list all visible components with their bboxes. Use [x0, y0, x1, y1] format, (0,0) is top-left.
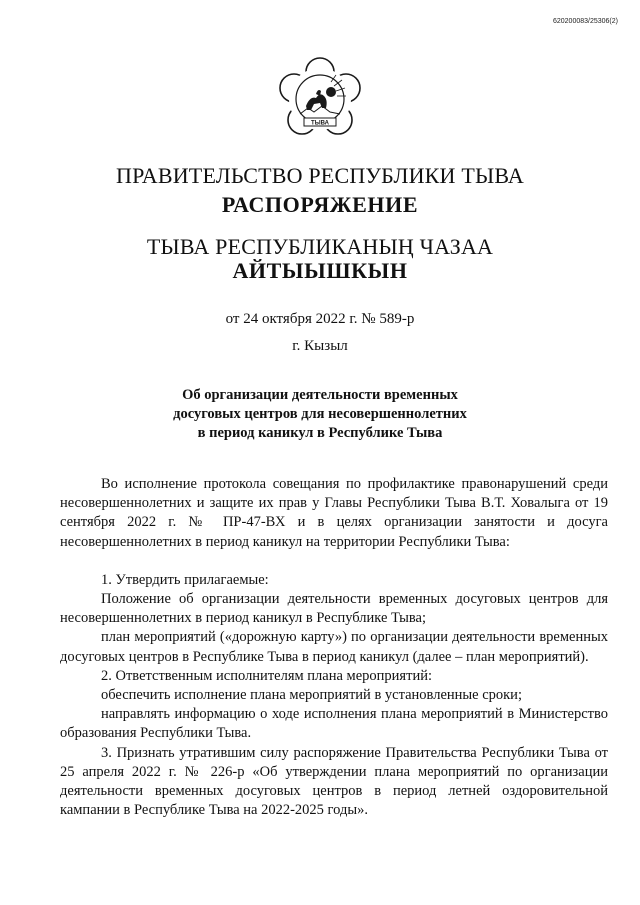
- item-3-repeal: 3. Признать утратившим силу распоряжение Правительства Республики Тыва от 25 апреля 2022 г. № 226-р «Об утверждении плана мероприятий по организации деятельности временных досуговых центров в период летней оздоровительной кампании в Республике Тыва на 2022-2025 годы».: [60, 744, 608, 819]
- document-subject: [0, 386, 640, 443]
- document-type-tyv: АЙТЫЫШКЫН: [232, 258, 408, 283]
- subject-line: Об организации деятельности временных: [182, 387, 458, 403]
- item-2-ensure: обеспечить исполнение плана мероприятий в установленные сроки;: [101, 687, 522, 704]
- preamble-paragraph: Во исполнение протокола совещания по профилактике правонарушений среди несовершеннолетних и защите их прав у Главы Республики Тыва В.Т. Ховалыга от 19 сентября 2022 г. № ПР-47-ВХ и в целях организации занятости и досуга несовершеннолетних в период каникул на территории Республики Тыва:: [60, 476, 608, 550]
- coat-of-arms-tyva-icon: [276, 56, 364, 144]
- document-type-ru: РАСПОРЯЖЕНИЕ: [221, 192, 419, 217]
- government-title-tyv: ТЫВА РЕСПУБЛИКАНЫҢ ЧАЗАА: [146, 234, 494, 259]
- item-1-regulation: Положение об организации деятельности временных досуговых центров для несовершеннолетних в период каникул в Республике Тыва;: [60, 591, 608, 627]
- document-body: [60, 475, 608, 820]
- subject-line: досуговых центров для несовершеннолетних: [173, 406, 467, 422]
- document-city: г. Кызыл: [292, 338, 348, 354]
- document-id: 620200083/25306(2): [552, 18, 618, 25]
- item-2-title: 2. Ответственным исполнителям плана мероприятий:: [101, 667, 432, 684]
- subject-line: в период каникул в Республике Тыва: [197, 425, 443, 441]
- item-1-plan: план мероприятий («дорожную карту») по организации деятельности временных досуговых центров в Республике Тыва в период каникул (далее – план мероприятий).: [60, 629, 608, 665]
- item-2-report: направлять информацию о ходе исполнения плана мероприятий в Министерство образования Республики Тыва.: [60, 706, 608, 742]
- item-1-title: 1. Утвердить прилагаемые:: [101, 571, 269, 588]
- document-date-number: от 24 октября 2022 г. № 589-р: [225, 311, 415, 327]
- emblem-ribbon-text: ТЫВА: [311, 120, 329, 127]
- government-title-ru: ПРАВИТЕЛЬСТВО РЕСПУБЛИКИ ТЫВА: [116, 163, 524, 188]
